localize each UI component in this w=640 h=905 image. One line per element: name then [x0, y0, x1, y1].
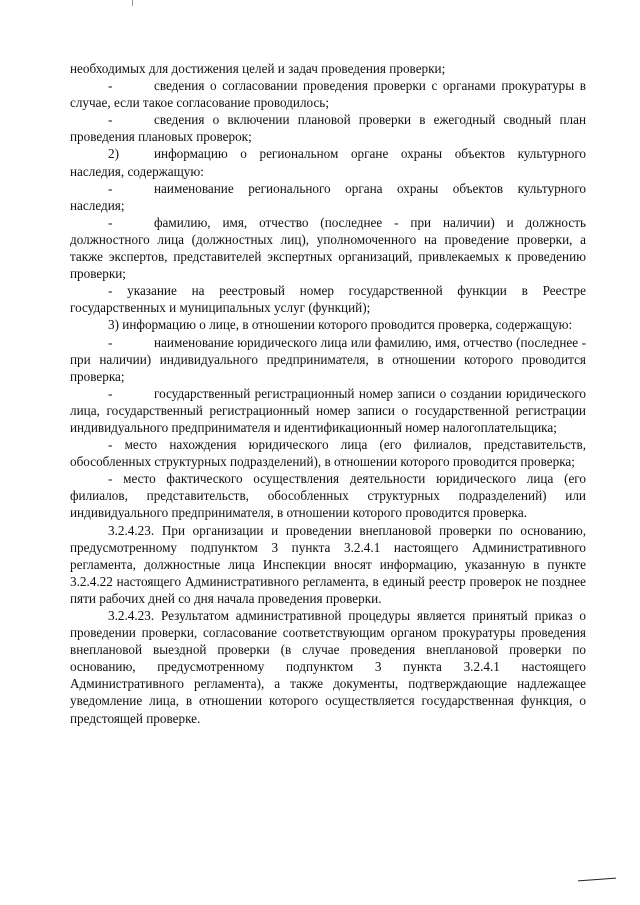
paragraph: - место нахождения юридического лица (его филиалов, представительств, обособленных структурных подразделений), в отношении которого проводится проверка;: [70, 437, 586, 470]
list-item: [70, 180, 586, 214]
dash-marker: -: [108, 112, 113, 128]
scan-artifact: [132, 0, 133, 6]
paragraph: - указание на реестровый номер государственной функции в Реестре государственных и муниципальных услуг (функций);: [70, 283, 586, 316]
paragraph-text: наименование регионального органа охраны объектов культурного наследия;: [70, 180, 586, 213]
paragraph-text: сведения о включении плановой проверки в ежегодный сводный план проведения плановых проверок;: [70, 112, 586, 145]
dash-marker: -: [108, 78, 113, 94]
paragraph-text: наименование юридического лица или фамилию, имя, отчество (последнее - при наличии) индивидуального предпринимателя, в отношении которого проводится проверка;: [70, 334, 586, 384]
list-item: [70, 214, 586, 282]
paragraph: 3.2.4.23. При организации и проведении внеплановой проверки по основанию, предусмотренному подпунктом 3 пункта 3.2.4.1 настоящего Административного регламента, должностные лица Инспекции вносят информацию, указанную в пункте 3.2.4.22 настоящего Административного регламента, в единый реестр проверок не позднее пяти рабочих дней со дня начала проведения проверки.: [70, 522, 586, 606]
list-item: [70, 111, 586, 145]
dash-marker: -: [108, 334, 113, 350]
dash-marker: -: [108, 385, 113, 401]
list-item: [70, 77, 586, 111]
paragraph: необходимых для достижения целей и задач проведения проверки;: [70, 61, 446, 76]
paragraph: 3.2.4.23. Результатом административной процедуры является принятый приказ о проведении проверки, согласование соответствующим органом прокуратуры проведения внеплановой выездной проверки (в случае проведения внеплановой проверки по основанию, предусмотренному подпунктом 3 пункта 3.2.4.1 настоящего Административного регламента), а также документы, подтверждающие надлежащее уведомление лица, в отношении которого осуществляется государственная функция, о предстоящей проверке.: [70, 608, 586, 726]
signature-mark: [578, 878, 616, 882]
list-item: [70, 385, 586, 436]
dash-marker: -: [108, 180, 113, 196]
paragraph-text: фамилию, имя, отчество (последнее - при наличии) и должность должностного лица (должностных лиц), уполномоченного на проведение проверки, а также экспертов, представителей экспертных организаций, привлекаемых к проведению проверки;: [70, 214, 586, 282]
list-number: 2): [108, 146, 119, 162]
dash-marker: -: [108, 214, 113, 230]
paragraph-text: сведения о согласовании проведения проверки с органами прокуратуры в случае, если такое согласование проводилось;: [70, 78, 586, 111]
document-page: [70, 60, 586, 727]
paragraph-text: информацию о региональном органе охраны объектов культурного наследия, содержащую:: [70, 146, 586, 179]
list-item: [70, 145, 586, 179]
list-item: [70, 334, 586, 385]
paragraph-text: государственный регистрационный номер записи о создании юридического лица, государственный регистрационный номер записи о государственной регистрации индивидуального предпринимателя и идентификационный номер налогоплательщика;: [70, 385, 586, 435]
paragraph: - место фактического осуществления деятельности юридического лица (его филиалов, представительств, обособленных структурных подразделений) или индивидуального предпринимателя, в отношении которого проводится проверка.: [70, 471, 586, 521]
paragraph: 3) информацию о лице, в отношении которого проводится проверка, содержащую:: [108, 317, 573, 333]
